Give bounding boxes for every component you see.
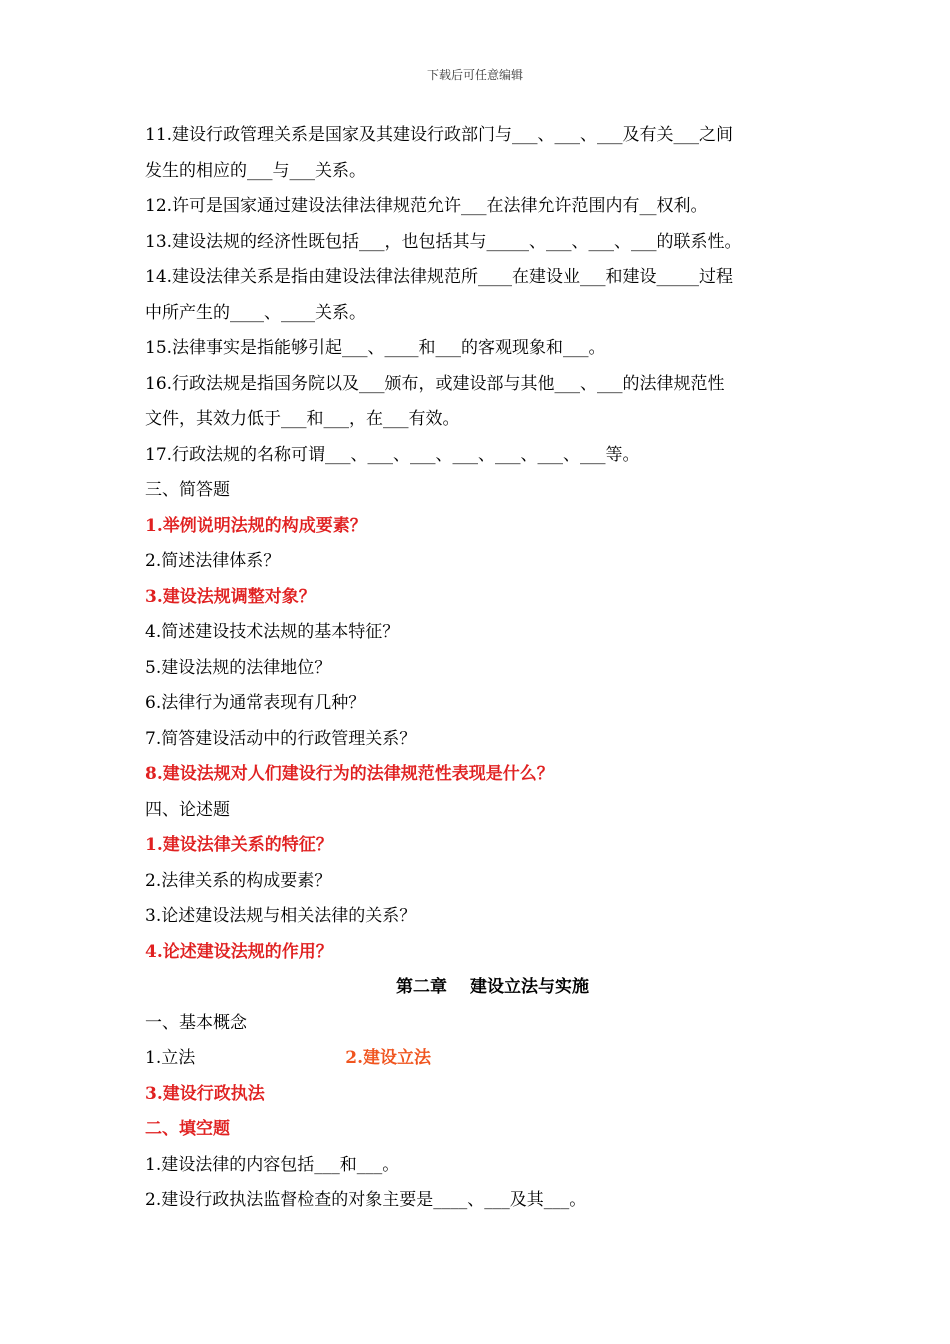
short-answer-8: 8.建设法规对人们建设行为的法律规范性表现是什么？ bbox=[145, 764, 554, 784]
question-11-line-1: 11.建设行政管理关系是国家及其建设行政部门与___、___、___及有关___之间 bbox=[145, 125, 734, 145]
concept-2: 2.建设立法 bbox=[345, 1048, 431, 1068]
section-fill-blank-heading: 二、填空题 bbox=[145, 1119, 230, 1139]
essay-2: 2.法律关系的构成要素？ bbox=[145, 870, 332, 891]
section-essay-heading: 四、论述题 bbox=[145, 799, 230, 820]
section-basic-concepts-heading: 一、基本概念 bbox=[145, 1012, 247, 1033]
section-short-answer-heading: 三、简答题 bbox=[145, 480, 230, 500]
concept-3: 3.建设行政执法 bbox=[145, 1083, 265, 1104]
fill-blank-1: 1.建设法律的内容包括___和___。 bbox=[145, 1154, 400, 1175]
question-14-line-2: 中所产生的____、____关系。 bbox=[145, 302, 366, 323]
question-16-line-1: 16.行政法规是指国务院以及___颁布，或建设部与其他___、___的法律规范性 bbox=[145, 373, 725, 394]
question-14-line-1: 14.建设法律关系是指由建设法律法律规范所____在建设业___和建设_____过程 bbox=[145, 267, 734, 287]
question-12: 12.许可是国家通过建设法律法律规范允许___在法律允许范围内有__权利。 bbox=[145, 196, 708, 216]
question-11-line-2: 发生的相应的___与___关系。 bbox=[145, 160, 366, 181]
concept-1: 1.立法 bbox=[145, 1048, 196, 1068]
basic-concepts-row bbox=[145, 1041, 810, 1077]
short-answer-3: 3.建设法规调整对象？ bbox=[145, 586, 316, 607]
essay-4: 4.论述建设法规的作用？ bbox=[145, 941, 333, 962]
short-answer-5: 5.建设法规的法律地位？ bbox=[145, 657, 332, 678]
question-16-line-2: 文件，其效力低于___和___，在___有效。 bbox=[145, 409, 460, 429]
short-answer-2: 2.简述法律体系？ bbox=[145, 551, 281, 571]
fill-blank-2: 2.建设行政执法监督检查的对象主要是____、___及其___。 bbox=[145, 1190, 587, 1210]
document-body bbox=[145, 118, 810, 1219]
short-answer-1: 1.举例说明法规的构成要素？ bbox=[145, 515, 367, 536]
essay-1: 1.建设法律关系的特征？ bbox=[145, 835, 333, 855]
chapter-title: 第二章 建设立法与实施 bbox=[396, 977, 589, 997]
page-header: 下载后可任意编辑 bbox=[426, 68, 523, 82]
short-answer-4: 4.简述建设技术法规的基本特征？ bbox=[145, 622, 400, 642]
question-17: 17.行政法规的名称可谓___、___、___、___、___、___、___等。 bbox=[145, 444, 640, 465]
question-13: 13.建设法规的经济性既包括___，也包括其与_____、___、___、___的联系性。 bbox=[145, 231, 742, 252]
short-answer-6: 6.法律行为通常表现有几种？ bbox=[145, 693, 366, 713]
short-answer-7: 7.简答建设活动中的行政管理关系？ bbox=[145, 728, 417, 749]
essay-3: 3.论述建设法规与相关法律的关系？ bbox=[145, 906, 417, 926]
question-15: 15.法律事实是指能够引起___、____和___的客观现象和___。 bbox=[145, 338, 606, 358]
